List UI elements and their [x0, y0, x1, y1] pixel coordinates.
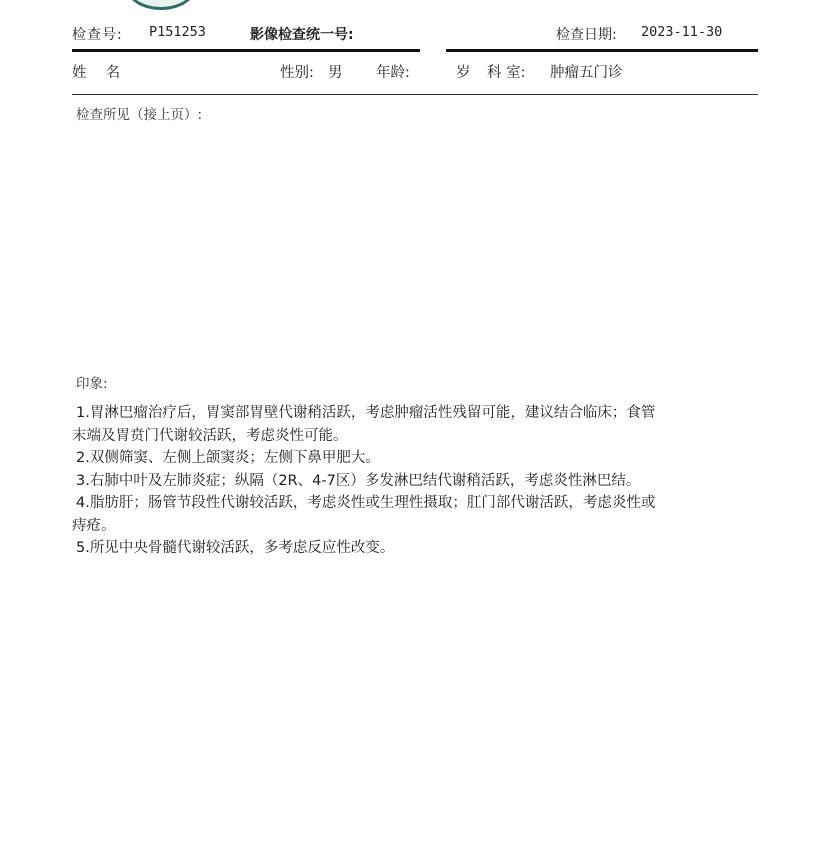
patient-info-row [72, 61, 758, 83]
patient-info-divider [72, 94, 758, 95]
impression-item-5: 5.所见中央骨髓代谢较活跃，多考虑反应性改变。 [76, 540, 395, 556]
header-divider-left [72, 49, 420, 52]
impression-item-2: 2.双侧筛窦、左侧上颌窦炎；左侧下鼻甲肥大。 [76, 450, 380, 466]
findings-title: 检查所见（接上页）: [76, 107, 203, 123]
header-divider-right [446, 49, 758, 52]
hospital-logo [126, 0, 196, 10]
imaging-no-label: 影像检查统一号: [250, 27, 354, 43]
exam-date-value: 2023-11-30 [641, 24, 723, 40]
impression-list [72, 402, 748, 560]
impression-item-1: 1.胃淋巴瘤治疗后，胃窦部胃壁代谢稍活跃，考虑肿瘤活性残留可能，建议结合临床；食管 末端及胃贲门代谢较活跃，考虑炎性可能。 [72, 405, 656, 444]
impression-item-3: 3.右肺中叶及左肺炎症；纵隔（2R、4-7区）多发淋巴结代谢稍活跃，考虑炎性淋巴结。 [76, 472, 641, 489]
sex-value: 男 [328, 65, 343, 81]
impression-title: 印象: [76, 376, 108, 392]
age-unit: 岁 [456, 65, 471, 81]
sex-label: 性别: [280, 65, 314, 81]
report-header [72, 24, 758, 46]
exam-no-label: 检查号: [72, 27, 123, 43]
dept-value: 肿瘤五门诊 [550, 65, 623, 81]
age-label: 年龄: [376, 65, 410, 81]
exam-date-label: 检查日期: [556, 27, 617, 43]
exam-no-value: P151253 [149, 24, 206, 40]
name-label: 姓 名 [72, 65, 121, 81]
impression-item-4: 4.脂肪肝；肠管节段性代谢较活跃，考虑炎性或生理性摄取；肛门部代谢活跃，考虑炎性或 痔疮。 [72, 495, 656, 534]
dept-label: 科 室: [487, 65, 526, 81]
